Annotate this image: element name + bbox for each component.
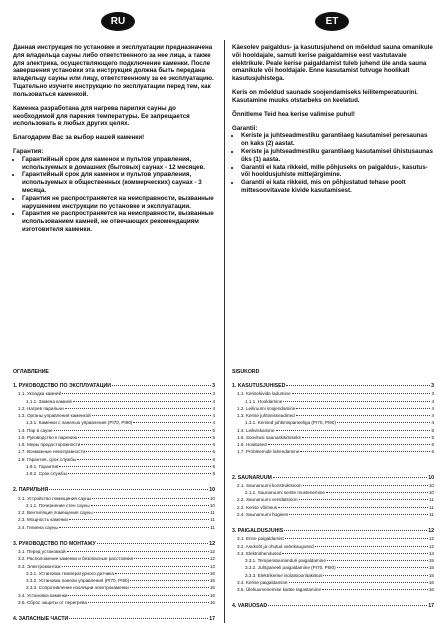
toc-page-number: 17 <box>209 616 215 623</box>
toc-leader-dots <box>286 385 430 386</box>
toc-entry-title: 3.3. Elektriühendused <box>237 550 282 556</box>
toc-leader-dots <box>300 451 430 452</box>
toc-entry-title: 1.1. Kerisekivide laduminе <box>237 391 291 397</box>
toc-entry-title: 1.1.1. Hooldamine <box>245 398 283 404</box>
toc-page-number: 11 <box>429 497 434 503</box>
toc-page-number: 10 <box>209 502 215 508</box>
toc-leader-dots <box>78 437 211 438</box>
toc-page-number: 12 <box>428 536 434 542</box>
toc-entry-title: 1.3. Kerise juhtimisseadmed <box>237 413 295 419</box>
toc-page-number: 13 <box>209 563 215 569</box>
toc-entry-title: 2.1.1. Почернение стен сауны <box>26 502 90 508</box>
toc-leader-dots <box>133 422 211 423</box>
toc-leader-dots <box>73 401 212 402</box>
toc-page-number: 12 <box>428 543 434 549</box>
warranty-heading: Гарантия: <box>13 147 44 155</box>
table-of-contents-ru <box>13 368 215 623</box>
toc-entry-title: 4. ЗАПАСНЫЕ ЧАСТИ <box>13 616 69 623</box>
toc-entry-title: 2.3. Мощность каменки <box>18 517 68 523</box>
toc-entry <box>232 496 434 503</box>
toc-list <box>13 382 215 623</box>
toc-entry <box>232 527 434 535</box>
toc-entry <box>13 419 215 426</box>
toc-page-number: 10 <box>428 482 434 488</box>
toc-entry-title: 3.3. Электромонтаж <box>18 563 61 569</box>
warranty-list <box>232 132 434 195</box>
toc-page-number: 8 <box>212 456 215 462</box>
toc-entry <box>13 540 215 548</box>
warranty-item: • Гарантийный срок для каменок и пультов управления, используемых в общественных (коммерческих) саунах - 3 месяца. <box>22 171 215 194</box>
warranty-item: • Гарантийный срок для каменок и пультов управления, используемых в домашних (бытовых) саунах - 12 месяцев. <box>22 156 215 172</box>
toc-entry <box>13 495 215 502</box>
toc-leader-dots <box>273 477 427 478</box>
toc-leader-dots <box>59 527 209 528</box>
toc-page-number: 10 <box>428 474 434 481</box>
toc-leader-dots <box>284 530 427 531</box>
toc-entry <box>13 548 215 555</box>
toc-entry-title: 1.8.2. Срок службы <box>26 471 67 477</box>
toc-leader-dots <box>97 543 209 544</box>
toc-entry-title: 1. РУКОВОДСТВО ПО ЭКСПЛУАТАЦИИ <box>13 383 112 390</box>
toc-leader-dots <box>337 567 428 568</box>
toc-leader-dots <box>94 512 209 513</box>
toc-page-number: 5 <box>431 427 434 433</box>
warranty-item: • Garantii ei kata rikkeid, mis on põhjustatud tehase poolt mittesoovitavate kivide kasutamisest. <box>241 179 434 195</box>
toc-leader-dots <box>296 408 430 409</box>
toc-leader-dots <box>322 589 428 590</box>
toc-entry <box>13 427 215 434</box>
toc-leader-dots <box>268 605 427 606</box>
language-badge-ru: RU <box>101 12 135 31</box>
warranty-item: • Keriste ja juhtseadmestiku garantiiaeg kasutamisel peresaunas on kaks (2) aastat. <box>241 132 434 148</box>
toc-page-number: 4 <box>212 420 215 426</box>
toc-entry-title: 2.1. Устройство помещения сауны <box>18 495 92 501</box>
toc-entry <box>232 550 434 557</box>
toc-page-number: 4 <box>431 405 434 411</box>
toc-entry-title: 3.5. Ülekuumenemise kaitse tagastamine <box>237 587 322 593</box>
toc-entry-title: 1.7. Probleemide lahendamine <box>237 449 300 455</box>
toc-entry-title: 1.7. Возможные неисправности <box>18 449 86 455</box>
toc-entry <box>13 524 215 531</box>
intro-paragraph: Каменка разработана для нагрева парилки сауны до необходимой для парения температуры. Ее запрещается использовать в любых других целях. <box>13 104 190 128</box>
toc-page-number: 5 <box>212 427 215 433</box>
toc-leader-dots <box>315 546 428 547</box>
toc-page-number: 3 <box>431 391 434 397</box>
intro-paragraph: Keris on mõeldud saunade soojendamiseks leilitemperatuurini. Kasutamine muuks otstarbeks on keelatud. <box>232 89 419 104</box>
toc-leader-dots <box>276 430 431 431</box>
toc-page-number: 15 <box>428 565 434 571</box>
toc-entry-title: 2.4. Saunaruumi hügieen <box>237 511 289 517</box>
toc-entry-title: 2.2. Вентиляция помещения сауны <box>18 510 93 516</box>
toc-title: ОГЛАВЛЕНИЕ <box>13 369 49 375</box>
toc-page-number: 12 <box>209 549 215 555</box>
toc-leader-dots <box>134 558 209 559</box>
toc-entry-title: 3. РУКОВОДСТВО ПО МОНТАЖУ <box>13 540 96 547</box>
toc-leader-dots <box>327 560 428 561</box>
toc-entry <box>232 390 434 397</box>
toc-page-number: 4 <box>212 413 215 419</box>
warranty-item: • Keriste ja juhtseadmestiku garantiiaeg kasutamisel ühistusaunas üks (1) aasta. <box>241 148 434 164</box>
toc-page-number: 5 <box>431 434 434 440</box>
toc-entry <box>232 419 434 426</box>
toc-entry <box>13 516 215 523</box>
toc-entry-title: 1.1. Укладка камней <box>18 391 62 397</box>
toc-entry <box>13 390 215 397</box>
toc-page-number: 12 <box>209 540 215 547</box>
toc-page-number: 15 <box>428 558 434 564</box>
toc-page-number: 16 <box>209 599 215 605</box>
toc-entry-title: 3.3.3. Сопротивление изоляции электрокаменки <box>26 585 129 591</box>
toc-entry-title: 1.1.1. Замена камней <box>26 398 72 404</box>
toc-entry-title: 2.1. Saunaruumi konstruktsioon <box>237 482 302 488</box>
toc-entry <box>232 511 434 518</box>
warranty-item: • Гарантия не распространяется на неисправности, вызванные нарушением инструкции по установке и эксплуатации. <box>22 195 215 211</box>
toc-entry <box>232 572 434 579</box>
toc-entry-title: 3. PAIGALDUSJUHIS <box>232 528 284 535</box>
toc-entry <box>13 555 215 562</box>
toc-leader-dots <box>68 473 212 474</box>
toc-entry-title: 1.8. Гарантия, срок службы <box>18 456 77 462</box>
toc-entry <box>13 502 215 509</box>
warranty-item: • Гарантия не распространяется на неисправности, вызванные использованием камней, не отвечающих рекомендациям изготовителя каменки. <box>22 210 215 233</box>
toc-entry <box>13 434 215 441</box>
toc-list <box>232 382 434 610</box>
intro-paragraph: Õnnitleme Teid hea kerise valimise puhul! <box>232 110 355 118</box>
toc-entry <box>13 382 215 390</box>
toc-leader-dots <box>326 492 428 493</box>
toc-page-number: 11 <box>210 517 215 523</box>
toc-page-number: 4 <box>431 413 434 419</box>
toc-page-number: 16 <box>428 587 434 593</box>
toc-entry <box>232 543 434 550</box>
toc-entry <box>232 586 434 593</box>
toc-page-number: 15 <box>428 572 434 578</box>
toc-entry <box>232 482 434 489</box>
toc-entry-title: 1.6. Hoiatused <box>237 442 267 448</box>
toc-page-number: 15 <box>209 570 215 576</box>
toc-leader-dots <box>302 437 431 438</box>
toc-page-number: 8 <box>212 471 215 477</box>
toc-page-number: 10 <box>209 487 215 494</box>
toc-page-number: 3 <box>212 383 215 390</box>
toc-entry-title: 1.3.1. Kerised juhtimispaneeliga (PI70, PI90) <box>245 420 336 426</box>
toc-entry <box>232 434 434 441</box>
toc-entry <box>13 577 215 584</box>
toc-leader-dots <box>130 580 209 581</box>
toc-page-number: 13 <box>428 550 434 556</box>
toc-entry <box>232 441 434 448</box>
toc-entry-title: 1.3.1. Каменки с панелью управления (PI70, PI90) <box>26 420 133 426</box>
toc-leader-dots <box>337 422 431 423</box>
toc-entry <box>13 470 215 477</box>
toc-entry-title: 3.3.1. Temperatuurianduri paigaldamine <box>245 558 326 564</box>
toc-leader-dots <box>49 489 208 490</box>
toc-entry-title: 3.1. Enne paigaldamist <box>237 536 284 542</box>
toc-leader-dots <box>59 466 211 467</box>
toc-entry-title: 3.5. Сброс защиты от перегрева <box>18 599 87 605</box>
toc-entry-title: 3.1. Перед установкой <box>18 549 66 555</box>
toc-page-number: 4 <box>212 398 215 404</box>
toc-entry-title: 2.2. Saunaruumi ventilatsioon <box>237 497 298 503</box>
toc-entry <box>13 486 215 494</box>
toc-page-number: 3 <box>212 391 215 397</box>
toc-leader-dots <box>86 451 211 452</box>
toc-entry <box>232 427 434 434</box>
toc-leader-dots <box>67 551 209 552</box>
toc-leader-dots <box>283 401 430 402</box>
toc-title: SISUKORD <box>232 369 260 375</box>
toc-page-number: 17 <box>428 603 434 610</box>
toc-page-number: 12 <box>428 528 434 535</box>
toc-entry <box>13 599 215 606</box>
toc-page-number: 10 <box>209 495 215 501</box>
toc-leader-dots <box>54 430 212 431</box>
toc-entry <box>13 592 215 599</box>
toc-entry <box>232 504 434 511</box>
toc-entry <box>13 398 215 405</box>
toc-page-number: 11 <box>429 504 434 510</box>
language-badge-et: ET <box>315 12 349 31</box>
toc-leader-dots <box>62 566 209 567</box>
toc-leader-dots <box>268 444 431 445</box>
toc-entry <box>13 456 215 463</box>
toc-page-number: 6 <box>212 442 215 448</box>
toc-entry-title: 3.3.3. Elektrikerise isolatsioonitakistus <box>245 572 323 578</box>
toc-entry <box>232 398 434 405</box>
toc-page-number: 6 <box>431 449 434 455</box>
table-of-contents-et <box>232 368 434 611</box>
column-divider <box>224 40 225 623</box>
toc-entry-title: 3.3.2. Juhtpaneeli paigaldamine (PI70, PI90) <box>245 565 336 571</box>
toc-entry <box>13 448 215 455</box>
toc-entry <box>13 584 215 591</box>
toc-page-number: 5 <box>212 434 215 440</box>
warranty-heading: Garantii: <box>232 124 258 132</box>
toc-page-number: 10 <box>428 490 434 496</box>
toc-entry-title: 1.2. Leiliruumi soojendamine <box>237 405 296 411</box>
toc-entry-title: 1.5. Руководство к парению <box>18 434 78 440</box>
toc-entry <box>232 602 434 610</box>
toc-entry <box>13 563 215 570</box>
toc-page-number: 4 <box>212 405 215 411</box>
toc-entry <box>232 405 434 412</box>
toc-leader-dots <box>289 514 428 515</box>
toc-leader-dots <box>88 602 209 603</box>
toc-entry <box>232 448 434 455</box>
toc-entry-title: 1.4. Leiliviskamine <box>237 427 275 433</box>
intro-section-et <box>232 44 434 195</box>
toc-entry-title: 1. KASUTUSJUHISED <box>232 383 286 390</box>
toc-entry <box>13 412 215 419</box>
toc-entry-title: 1.2. Нагрев парильни <box>18 405 64 411</box>
toc-page-number: 11 <box>210 510 215 516</box>
toc-entry-title: 3.4. Установка каменки <box>18 592 68 598</box>
warranty-item: • Garantii ei kata rikkeid, mille põhjuseks on paigaldus-, kasutus- või hooldusjuhiste mittejärgimine. <box>241 164 434 180</box>
toc-leader-dots <box>69 519 209 520</box>
toc-entry <box>232 412 434 419</box>
toc-page-number: 12 <box>209 556 215 562</box>
toc-entry <box>232 489 434 496</box>
toc-entry-title: 2.1.1. Saunaruumi seinte mustenemine <box>245 490 325 496</box>
toc-page-number: 4 <box>431 420 434 426</box>
toc-page-number: 16 <box>428 579 434 585</box>
toc-entry-title: 1.4. Пар в сауне <box>18 427 53 433</box>
toc-leader-dots <box>62 393 211 394</box>
toc-entry <box>13 463 215 470</box>
toc-leader-dots <box>296 415 431 416</box>
toc-leader-dots <box>92 415 212 416</box>
toc-page-number: 11 <box>429 511 434 517</box>
toc-entry <box>13 405 215 412</box>
toc-entry-title: 1.3. Органы управления каменкой <box>18 413 91 419</box>
toc-entry-title: 2. ПАРИЛЬНЯ <box>13 487 49 494</box>
toc-entry <box>232 564 434 571</box>
toc-leader-dots <box>81 444 211 445</box>
toc-entry-title: 1.5. Soovitusi saunaskäimiseks <box>237 434 301 440</box>
toc-page-number: 6 <box>431 442 434 448</box>
toc-entry <box>232 535 434 542</box>
toc-leader-dots <box>77 459 211 460</box>
toc-leader-dots <box>68 595 208 596</box>
toc-entry <box>232 579 434 586</box>
toc-leader-dots <box>130 587 209 588</box>
toc-entry <box>13 570 215 577</box>
intro-section-ru <box>13 44 215 234</box>
toc-entry-title: 1.8.1. Гарантия <box>26 463 59 469</box>
toc-page-number: 4 <box>431 398 434 404</box>
toc-entry <box>232 557 434 564</box>
intro-paragraph: Благодарим Вас за выбор нашей каменки! <box>13 134 145 142</box>
toc-page-number: 16 <box>209 592 215 598</box>
toc-leader-dots <box>292 393 431 394</box>
toc-leader-dots <box>299 499 429 500</box>
toc-leader-dots <box>92 498 209 499</box>
warranty-list <box>13 156 215 234</box>
toc-entry-title: 4. VARUOSAD <box>232 603 268 610</box>
toc-page-number: 8 <box>212 463 215 469</box>
toc-entry-title: 2. SAUNARUUM <box>232 474 272 481</box>
toc-entry <box>13 615 215 623</box>
toc-page-number: 3 <box>431 383 434 390</box>
toc-entry-title: 3.3.2. Установка панели управления (PI70, PI90) <box>26 578 130 584</box>
toc-leader-dots <box>112 385 211 386</box>
toc-leader-dots <box>323 575 428 576</box>
toc-entry <box>232 382 434 390</box>
toc-entry <box>13 509 215 516</box>
toc-entry-title: 2.3. Kerise võimsus <box>237 504 278 510</box>
toc-entry-title: 1.6. Меры предосторожности <box>18 442 81 448</box>
toc-entry <box>13 441 215 448</box>
toc-entry-title: 2.4. Гигиена сауны <box>18 524 58 530</box>
toc-leader-dots <box>278 507 428 508</box>
toc-entry-title: 3.3.1. Установка температурного датчика <box>26 570 114 576</box>
intro-paragraph: Данная инструкция по установке и эксплуатации предназначена для владельца сауны либо ответственного за нее лица, а также для электрика, осуществляющего подключение каменки. После завершения установки эта инструкция должна быть передана владельцу сауны или лицу, ответственному за ее эксплуатацию. Тщательно изучите инструкцию по эксплуатации перед тем, как пользоваться каменкой. <box>13 44 214 98</box>
toc-page-number: 15 <box>209 585 215 591</box>
intro-paragraph: Käesolev paigaldus- ja kasutusjuhend on mõeldud sauna omanikule või hooldajale, samuti kerise paigaldamise eest vastutavale elektrikule. Peale kerise paigaldamist tuleb juhend üle anda sauna omanikule või hooldajale. Enne kasutamist tutvuge hoolikalt kasutusjuhistega. <box>232 44 433 83</box>
toc-page-number: 6 <box>212 449 215 455</box>
toc-leader-dots <box>69 618 208 619</box>
toc-leader-dots <box>303 485 428 486</box>
toc-leader-dots <box>91 505 209 506</box>
toc-page-number: 11 <box>210 524 215 530</box>
toc-leader-dots <box>289 582 428 583</box>
toc-entry-title: 3.4. Kerise paigaldamine <box>237 579 288 585</box>
toc-leader-dots <box>282 553 427 554</box>
toc-entry <box>232 474 434 482</box>
toc-leader-dots <box>285 538 428 539</box>
toc-entry-title: 3.2. Asukoht ja ohutud vahekaugused <box>237 543 314 549</box>
toc-entry-title: 3.2. Расположение каменки и безопасные расстояния <box>18 556 134 562</box>
toc-page-number: 15 <box>209 578 215 584</box>
toc-leader-dots <box>65 408 212 409</box>
toc-leader-dots <box>115 573 209 574</box>
